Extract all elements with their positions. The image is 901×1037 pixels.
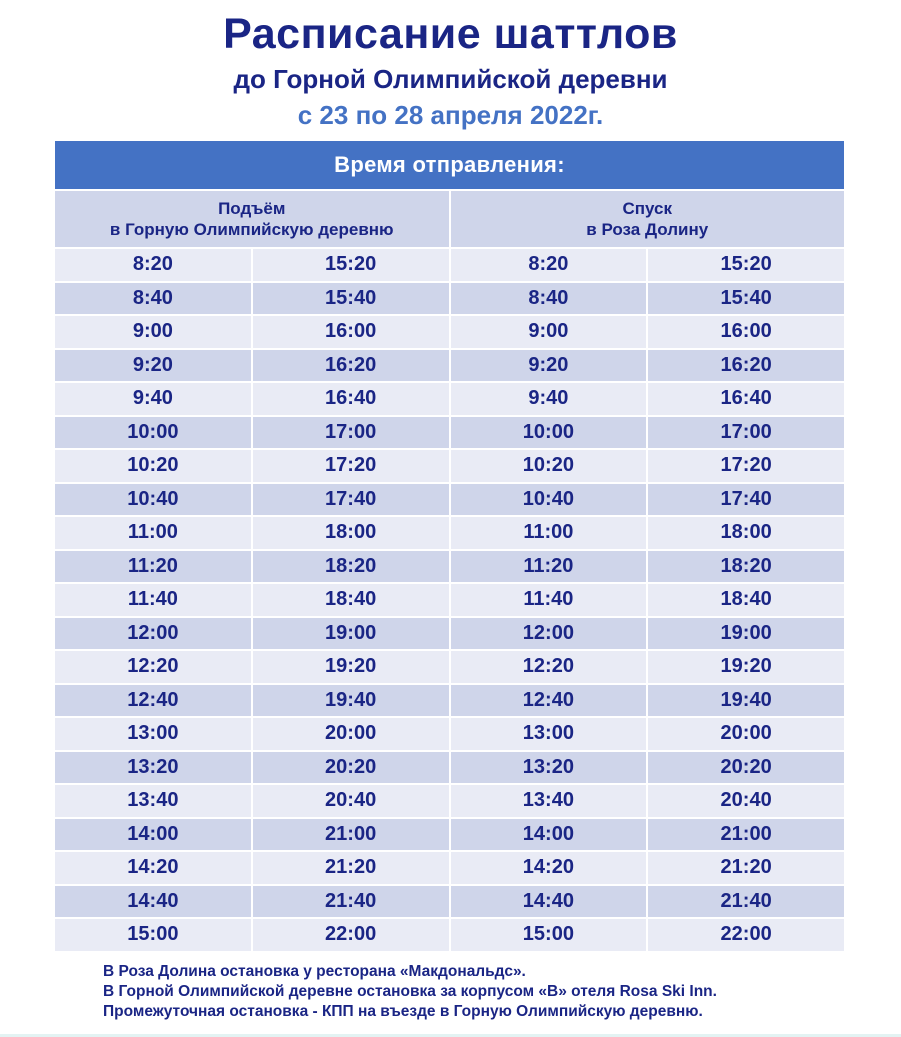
direction-header-row [55, 191, 844, 247]
time-cell-down-time-2: 21:20 [648, 852, 844, 884]
direction-up-destination: в Горную Олимпийскую деревню [109, 220, 394, 239]
time-cell-up-time-1: 12:40 [55, 685, 251, 717]
time-cell-up-time-1: 14:00 [55, 819, 251, 851]
table-row [55, 517, 844, 549]
table-row [55, 852, 844, 884]
time-cell-down-time-1: 11:00 [451, 517, 647, 549]
time-cell-up-time-1: 8:40 [55, 283, 251, 315]
table-row [55, 484, 844, 516]
notes [103, 962, 717, 1022]
time-cell-down-time-1: 9:00 [451, 316, 647, 348]
time-cell-up-time-2: 15:40 [253, 283, 449, 315]
time-cell-up-time-2: 17:20 [253, 450, 449, 482]
time-cell-down-time-1: 12:00 [451, 618, 647, 650]
table-row [55, 350, 844, 382]
time-cell-up-time-2: 16:00 [253, 316, 449, 348]
time-cell-down-time-2: 21:40 [648, 886, 844, 918]
time-cell-up-time-1: 11:40 [55, 584, 251, 616]
time-cell-up-time-2: 21:20 [253, 852, 449, 884]
time-cell-down-time-2: 19:40 [648, 685, 844, 717]
time-cell-down-time-2: 19:00 [648, 618, 844, 650]
time-cell-down-time-2: 20:20 [648, 752, 844, 784]
time-cell-up-time-2: 20:00 [253, 718, 449, 750]
table-row [55, 685, 844, 717]
time-cell-down-time-2: 16:00 [648, 316, 844, 348]
time-cell-up-time-1: 11:20 [55, 551, 251, 583]
time-cell-up-time-1: 10:40 [55, 484, 251, 516]
time-cell-up-time-1: 9:20 [55, 350, 251, 382]
page-title: Расписание шаттлов [223, 10, 678, 58]
time-cell-up-time-1: 12:00 [55, 618, 251, 650]
time-cell-down-time-2: 17:20 [648, 450, 844, 482]
time-cell-up-time-1: 15:00 [55, 919, 251, 951]
time-cell-up-time-1: 13:00 [55, 718, 251, 750]
time-cell-up-time-1: 9:40 [55, 383, 251, 415]
note-line: В Горной Олимпийской деревне остановка за корпусом «В» отеля Rosa Ski Inn. [103, 983, 717, 1000]
time-cell-down-time-1: 15:00 [451, 919, 647, 951]
table-row [55, 752, 844, 784]
table-row [55, 316, 844, 348]
time-cell-down-time-1: 13:00 [451, 718, 647, 750]
time-cell-up-time-2: 20:40 [253, 785, 449, 817]
table-row [55, 417, 844, 449]
time-cell-up-time-1: 10:00 [55, 417, 251, 449]
time-cell-up-time-2: 18:20 [253, 551, 449, 583]
direction-down-destination: в Роза Долину [586, 220, 709, 239]
time-cell-down-time-1: 11:40 [451, 584, 647, 616]
direction-down-header [451, 191, 845, 247]
table-row [55, 584, 844, 616]
time-cell-down-time-2: 18:20 [648, 551, 844, 583]
time-cell-up-time-1: 14:20 [55, 852, 251, 884]
table-row [55, 551, 844, 583]
time-cell-up-time-1: 8:20 [55, 249, 251, 281]
time-cell-down-time-1: 10:20 [451, 450, 647, 482]
page-subtitle: до Горной Олимпийской деревни [233, 64, 668, 94]
time-cell-up-time-2: 18:40 [253, 584, 449, 616]
time-cell-down-time-2: 20:40 [648, 785, 844, 817]
time-cell-down-time-1: 14:00 [451, 819, 647, 851]
time-cell-down-time-1: 12:40 [451, 685, 647, 717]
table-header: Время отправления: [55, 141, 844, 189]
table-row [55, 919, 844, 951]
time-cell-up-time-2: 15:20 [253, 249, 449, 281]
time-cell-down-time-1: 10:00 [451, 417, 647, 449]
time-cell-down-time-2: 15:20 [648, 249, 844, 281]
time-cell-down-time-2: 15:40 [648, 283, 844, 315]
time-cell-up-time-2: 17:40 [253, 484, 449, 516]
time-cell-up-time-1: 12:20 [55, 651, 251, 683]
time-cell-down-time-2: 17:40 [648, 484, 844, 516]
table-row [55, 283, 844, 315]
time-cell-down-time-1: 11:20 [451, 551, 647, 583]
time-cell-down-time-1: 13:40 [451, 785, 647, 817]
direction-up-header [55, 191, 449, 247]
time-cell-up-time-1: 13:40 [55, 785, 251, 817]
time-cell-down-time-1: 8:20 [451, 249, 647, 281]
time-cell-up-time-2: 19:20 [253, 651, 449, 683]
time-cell-down-time-2: 17:00 [648, 417, 844, 449]
time-cell-down-time-1: 12:20 [451, 651, 647, 683]
schedule-rows [55, 249, 844, 951]
time-cell-down-time-1: 10:40 [451, 484, 647, 516]
table-row [55, 249, 844, 281]
time-cell-down-time-2: 20:00 [648, 718, 844, 750]
direction-up-title: Подъём [218, 199, 286, 218]
time-cell-up-time-2: 21:00 [253, 819, 449, 851]
note-line: Промежуточная остановка - КПП на въезде в Горную Олимпийскую деревню. [103, 1003, 703, 1020]
time-cell-up-time-2: 17:00 [253, 417, 449, 449]
table-row [55, 651, 844, 683]
time-cell-down-time-2: 16:20 [648, 350, 844, 382]
time-cell-up-time-2: 20:20 [253, 752, 449, 784]
note-line: В Роза Долина остановка у ресторана «Макдональдс». [103, 963, 526, 980]
time-cell-down-time-1: 14:20 [451, 852, 647, 884]
time-cell-down-time-1: 14:40 [451, 886, 647, 918]
time-cell-down-time-2: 22:00 [648, 919, 844, 951]
time-cell-up-time-2: 16:20 [253, 350, 449, 382]
time-cell-up-time-2: 16:40 [253, 383, 449, 415]
time-cell-up-time-1: 9:00 [55, 316, 251, 348]
time-cell-up-time-2: 19:40 [253, 685, 449, 717]
time-cell-down-time-1: 9:40 [451, 383, 647, 415]
time-cell-down-time-2: 16:40 [648, 383, 844, 415]
time-cell-up-time-2: 21:40 [253, 886, 449, 918]
table-row [55, 618, 844, 650]
time-cell-down-time-2: 18:00 [648, 517, 844, 549]
schedule-table [55, 141, 844, 953]
table-row [55, 450, 844, 482]
time-cell-up-time-1: 13:20 [55, 752, 251, 784]
time-cell-down-time-2: 19:20 [648, 651, 844, 683]
date-range: с 23 по 28 апреля 2022г. [297, 100, 604, 130]
time-cell-down-time-2: 18:40 [648, 584, 844, 616]
time-cell-up-time-2: 18:00 [253, 517, 449, 549]
table-row [55, 718, 844, 750]
time-cell-down-time-2: 21:00 [648, 819, 844, 851]
direction-down-title: Спуск [622, 199, 673, 218]
table-row [55, 383, 844, 415]
time-cell-down-time-1: 9:20 [451, 350, 647, 382]
time-cell-up-time-1: 10:20 [55, 450, 251, 482]
table-row [55, 785, 844, 817]
time-cell-up-time-2: 19:00 [253, 618, 449, 650]
time-cell-up-time-1: 14:40 [55, 886, 251, 918]
table-row [55, 819, 844, 851]
time-cell-down-time-1: 8:40 [451, 283, 647, 315]
time-cell-up-time-2: 22:00 [253, 919, 449, 951]
time-cell-down-time-1: 13:20 [451, 752, 647, 784]
table-row [55, 886, 844, 918]
time-cell-up-time-1: 11:00 [55, 517, 251, 549]
